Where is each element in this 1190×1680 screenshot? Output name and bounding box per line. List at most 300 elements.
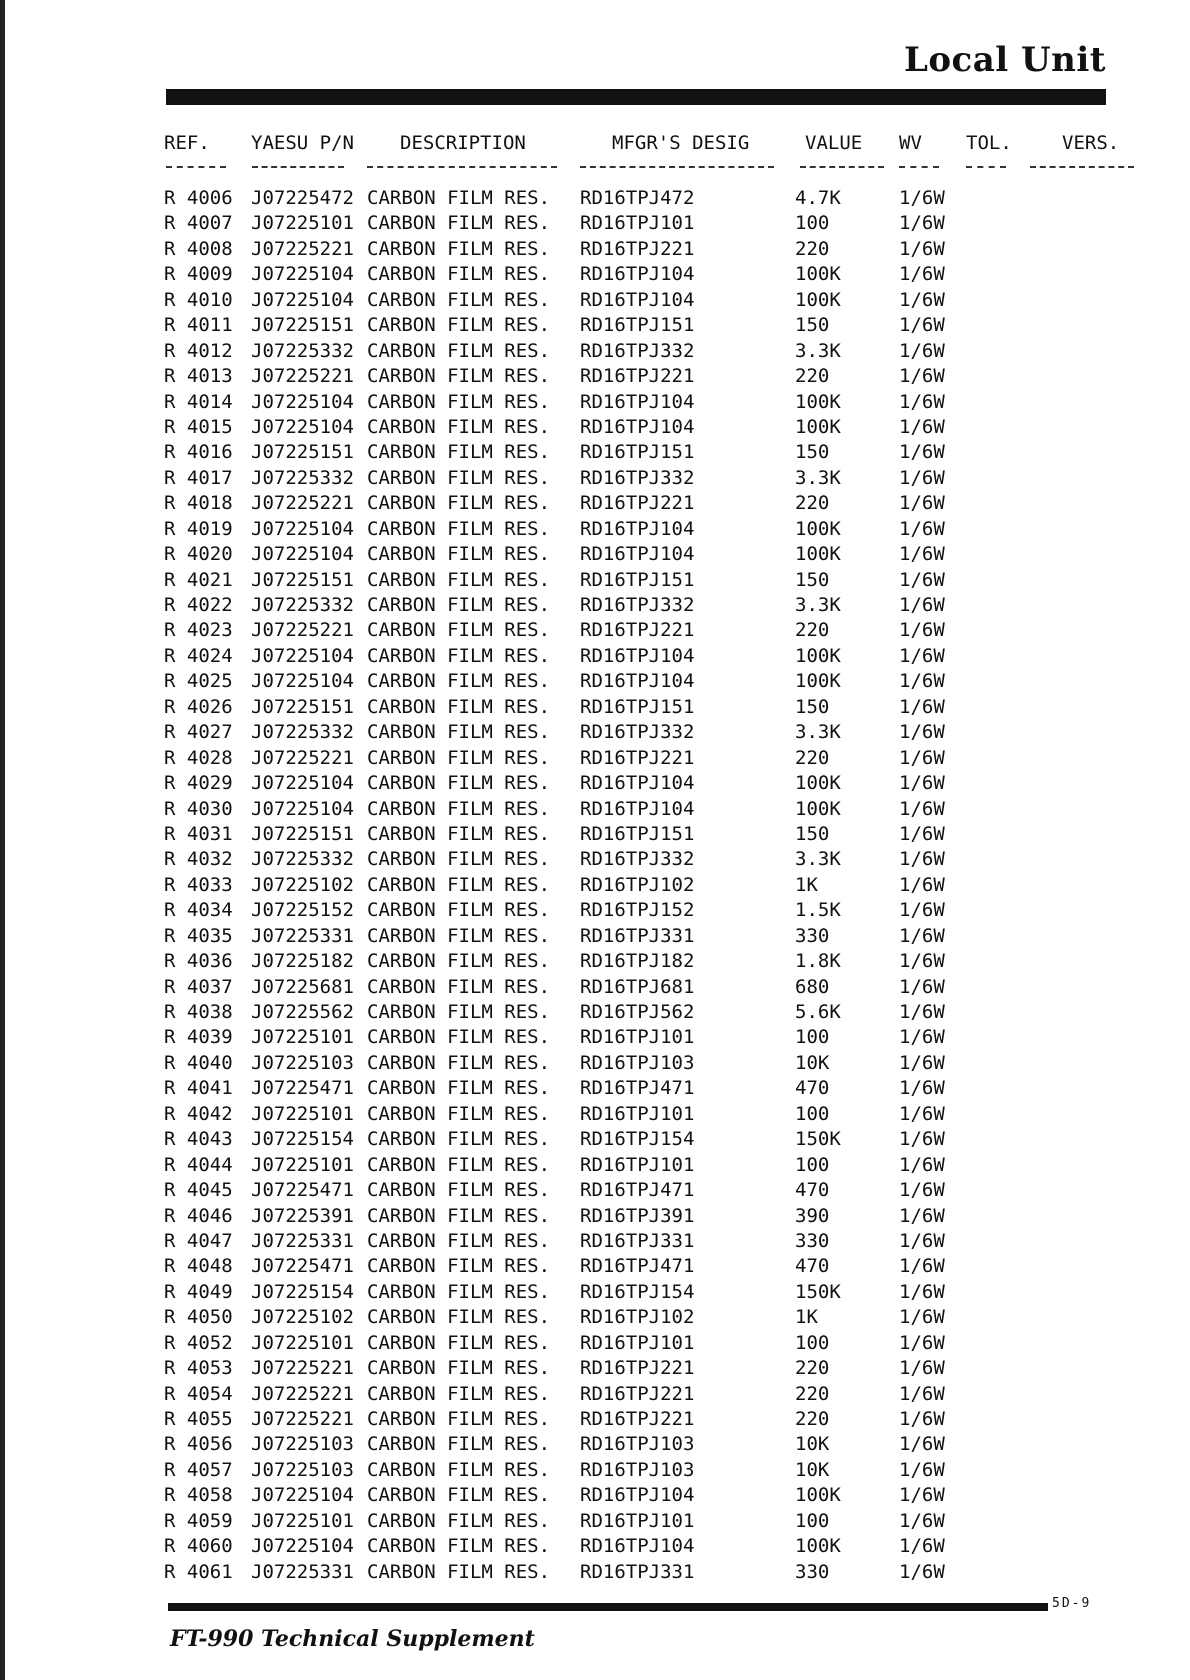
row-yaesu-pn: J07225681 xyxy=(251,975,354,998)
row-description: CARBON FILM RES. xyxy=(367,1255,551,1278)
row-mfgr-desig: RD16TPJ471 xyxy=(580,1255,695,1278)
row-yaesu-pn: J07225151 xyxy=(251,568,354,591)
row-ref: R 4021 xyxy=(164,568,233,591)
row-wv: 1/6W xyxy=(899,975,945,998)
row-wv: 1/6W xyxy=(899,1153,945,1176)
row-value: 100K xyxy=(795,263,841,286)
table-row xyxy=(0,924,1190,949)
row-wv: 1/6W xyxy=(899,1560,945,1583)
table-row xyxy=(0,1076,1190,1101)
row-description: CARBON FILM RES. xyxy=(367,772,551,795)
row-description: CARBON FILM RES. xyxy=(367,187,551,209)
row-mfgr-desig: RD16TPJ221 xyxy=(580,619,695,642)
row-mfgr-desig: RD16TPJ104 xyxy=(580,1535,695,1558)
table-row xyxy=(0,364,1190,389)
table-row xyxy=(0,669,1190,694)
row-mfgr-desig: RD16TPJ102 xyxy=(580,1306,695,1329)
row-yaesu-pn: J07225391 xyxy=(251,1204,354,1227)
row-value: 3.3K xyxy=(795,466,841,489)
row-mfgr-desig: RD16TPJ101 xyxy=(580,1331,695,1354)
row-mfgr-desig: RD16TPJ471 xyxy=(580,1179,695,1202)
row-description: CARBON FILM RES. xyxy=(367,1128,551,1151)
row-yaesu-pn: J07225332 xyxy=(251,594,354,616)
row-description: CARBON FILM RES. xyxy=(367,1433,551,1456)
row-ref: R 4031 xyxy=(164,822,233,845)
header-rule xyxy=(166,89,1106,105)
underline-vers xyxy=(1030,166,1134,168)
row-value: 390 xyxy=(795,1204,830,1227)
row-description: CARBON FILM RES. xyxy=(367,594,551,616)
row-description: CARBON FILM RES. xyxy=(367,975,551,998)
row-description: CARBON FILM RES. xyxy=(367,1229,551,1252)
row-yaesu-pn: J07225104 xyxy=(251,288,354,311)
row-description: CARBON FILM RES. xyxy=(367,1051,551,1074)
row-wv: 1/6W xyxy=(899,721,945,744)
row-mfgr-desig: RD16TPJ101 xyxy=(580,1153,695,1176)
row-value: 470 xyxy=(795,1255,830,1278)
row-value: 1K xyxy=(795,1306,818,1329)
row-wv: 1/6W xyxy=(899,1433,945,1456)
table-row xyxy=(0,262,1190,287)
row-ref: R 4010 xyxy=(164,288,233,311)
row-value: 100K xyxy=(795,1535,841,1558)
row-yaesu-pn: J07225151 xyxy=(251,441,354,464)
row-value: 10K xyxy=(795,1051,830,1074)
row-wv: 1/6W xyxy=(899,899,945,922)
table-row xyxy=(0,1483,1190,1508)
row-yaesu-pn: J07225151 xyxy=(251,695,354,718)
row-wv: 1/6W xyxy=(899,1077,945,1100)
row-ref: R 4037 xyxy=(164,975,233,998)
row-ref: R 4058 xyxy=(164,1484,233,1507)
table-row xyxy=(0,1229,1190,1254)
row-yaesu-pn: J07225151 xyxy=(251,822,354,845)
row-yaesu-pn: J07225101 xyxy=(251,1102,354,1125)
row-description: CARBON FILM RES. xyxy=(367,1331,551,1354)
row-description: CARBON FILM RES. xyxy=(367,1484,551,1507)
row-description: CARBON FILM RES. xyxy=(367,670,551,693)
row-description: CARBON FILM RES. xyxy=(367,339,551,362)
row-description: CARBON FILM RES. xyxy=(367,314,551,337)
row-description: CARBON FILM RES. xyxy=(367,695,551,718)
row-value: 470 xyxy=(795,1077,830,1100)
row-yaesu-pn: J07225102 xyxy=(251,1306,354,1329)
table-row xyxy=(0,1432,1190,1457)
row-ref: R 4019 xyxy=(164,517,233,540)
row-yaesu-pn: J07225332 xyxy=(251,848,354,871)
page-title: Local Unit xyxy=(903,40,1106,80)
row-wv: 1/6W xyxy=(899,390,945,413)
underline-desc xyxy=(367,166,557,168)
row-mfgr-desig: RD16TPJ154 xyxy=(580,1128,695,1151)
row-mfgr-desig: RD16TPJ221 xyxy=(580,746,695,769)
row-mfgr-desig: RD16TPJ104 xyxy=(580,415,695,438)
row-ref: R 4029 xyxy=(164,772,233,795)
row-value: 100K xyxy=(795,415,841,438)
table-row xyxy=(0,1204,1190,1229)
row-yaesu-pn: J07225103 xyxy=(251,1051,354,1074)
row-description: CARBON FILM RES. xyxy=(367,1458,551,1481)
row-value: 330 xyxy=(795,924,830,947)
table-row xyxy=(0,873,1190,898)
row-mfgr-desig: RD16TPJ562 xyxy=(580,1001,695,1023)
row-yaesu-pn: J07225101 xyxy=(251,1331,354,1354)
row-wv: 1/6W xyxy=(899,314,945,337)
row-ref: R 4026 xyxy=(164,695,233,718)
row-wv: 1/6W xyxy=(899,1357,945,1380)
row-wv: 1/6W xyxy=(899,365,945,388)
row-description: CARBON FILM RES. xyxy=(367,1026,551,1049)
row-mfgr-desig: RD16TPJ101 xyxy=(580,1026,695,1049)
row-mfgr-desig: RD16TPJ332 xyxy=(580,848,695,871)
row-wv: 1/6W xyxy=(899,492,945,515)
row-mfgr-desig: RD16TPJ101 xyxy=(580,1102,695,1125)
row-ref: R 4030 xyxy=(164,797,233,820)
row-ref: R 4039 xyxy=(164,1026,233,1049)
row-ref: R 4048 xyxy=(164,1255,233,1278)
row-mfgr-desig: RD16TPJ221 xyxy=(580,1382,695,1405)
row-yaesu-pn: J07225104 xyxy=(251,390,354,413)
table-row xyxy=(0,288,1190,313)
row-mfgr-desig: RD16TPJ391 xyxy=(580,1204,695,1227)
row-wv: 1/6W xyxy=(899,441,945,464)
row-wv: 1/6W xyxy=(899,822,945,845)
row-value: 220 xyxy=(795,365,830,388)
row-wv: 1/6W xyxy=(899,1179,945,1202)
row-mfgr-desig: RD16TPJ104 xyxy=(580,517,695,540)
row-yaesu-pn: J07225154 xyxy=(251,1128,354,1151)
table-row xyxy=(0,593,1190,618)
row-description: CARBON FILM RES. xyxy=(367,899,551,922)
row-yaesu-pn: J07225221 xyxy=(251,1382,354,1405)
underline-ref xyxy=(166,166,226,168)
row-wv: 1/6W xyxy=(899,288,945,311)
row-mfgr-desig: RD16TPJ332 xyxy=(580,594,695,616)
row-wv: 1/6W xyxy=(899,950,945,973)
row-yaesu-pn: J07225332 xyxy=(251,466,354,489)
underline-pn xyxy=(252,166,344,168)
row-value: 150 xyxy=(795,822,830,845)
row-wv: 1/6W xyxy=(899,1484,945,1507)
row-description: CARBON FILM RES. xyxy=(367,1357,551,1380)
row-wv: 1/6W xyxy=(899,873,945,896)
row-description: CARBON FILM RES. xyxy=(367,873,551,896)
row-value: 100K xyxy=(795,670,841,693)
header-vers: VERS. xyxy=(1062,132,1120,154)
row-wv: 1/6W xyxy=(899,212,945,235)
row-mfgr-desig: RD16TPJ472 xyxy=(580,187,695,209)
row-wv: 1/6W xyxy=(899,466,945,489)
header-wv: WV xyxy=(899,132,922,154)
row-mfgr-desig: RD16TPJ182 xyxy=(580,950,695,973)
row-value: 100 xyxy=(795,1331,830,1354)
row-ref: R 4052 xyxy=(164,1331,233,1354)
row-description: CARBON FILM RES. xyxy=(367,365,551,388)
underline-tol xyxy=(966,166,1006,168)
row-ref: R 4006 xyxy=(164,187,233,209)
row-mfgr-desig: RD16TPJ221 xyxy=(580,492,695,515)
row-description: CARBON FILM RES. xyxy=(367,1535,551,1558)
row-description: CARBON FILM RES. xyxy=(367,1001,551,1023)
row-yaesu-pn: J07225151 xyxy=(251,314,354,337)
row-value: 100 xyxy=(795,1026,830,1049)
row-ref: R 4045 xyxy=(164,1179,233,1202)
underline-value xyxy=(800,166,884,168)
row-mfgr-desig: RD16TPJ332 xyxy=(580,721,695,744)
table-row xyxy=(0,822,1190,847)
table-row xyxy=(0,797,1190,822)
row-mfgr-desig: RD16TPJ331 xyxy=(580,924,695,947)
row-value: 100K xyxy=(795,797,841,820)
row-wv: 1/6W xyxy=(899,1102,945,1125)
table-row xyxy=(0,237,1190,262)
row-wv: 1/6W xyxy=(899,568,945,591)
row-value: 220 xyxy=(795,1357,830,1380)
row-yaesu-pn: J07225101 xyxy=(251,1509,354,1532)
row-wv: 1/6W xyxy=(899,746,945,769)
row-ref: R 4024 xyxy=(164,644,233,667)
row-mfgr-desig: RD16TPJ104 xyxy=(580,644,695,667)
page-number: 5D-9 xyxy=(1052,1596,1092,1611)
row-mfgr-desig: RD16TPJ331 xyxy=(580,1560,695,1583)
row-wv: 1/6W xyxy=(899,1026,945,1049)
row-value: 3.3K xyxy=(795,721,841,744)
row-yaesu-pn: J07225102 xyxy=(251,873,354,896)
row-wv: 1/6W xyxy=(899,1382,945,1405)
row-description: CARBON FILM RES. xyxy=(367,415,551,438)
row-value: 150K xyxy=(795,1128,841,1151)
row-mfgr-desig: RD16TPJ104 xyxy=(580,797,695,820)
row-mfgr-desig: RD16TPJ103 xyxy=(580,1051,695,1074)
row-yaesu-pn: J07225104 xyxy=(251,1535,354,1558)
row-ref: R 4009 xyxy=(164,263,233,286)
row-value: 100 xyxy=(795,1153,830,1176)
row-yaesu-pn: J07225472 xyxy=(251,187,354,209)
row-description: CARBON FILM RES. xyxy=(367,441,551,464)
row-mfgr-desig: RD16TPJ154 xyxy=(580,1280,695,1303)
row-ref: R 4011 xyxy=(164,314,233,337)
row-yaesu-pn: J07225221 xyxy=(251,365,354,388)
row-value: 10K xyxy=(795,1458,830,1481)
row-yaesu-pn: J07225104 xyxy=(251,644,354,667)
footer-title: FT-990 Technical Supplement xyxy=(170,1626,535,1652)
table-row xyxy=(0,1356,1190,1381)
table-row xyxy=(0,1025,1190,1050)
row-ref: R 4046 xyxy=(164,1204,233,1227)
row-wv: 1/6W xyxy=(899,1458,945,1481)
row-value: 10K xyxy=(795,1433,830,1456)
row-wv: 1/6W xyxy=(899,797,945,820)
row-yaesu-pn: J07225221 xyxy=(251,619,354,642)
row-mfgr-desig: RD16TPJ104 xyxy=(580,670,695,693)
row-value: 220 xyxy=(795,237,830,260)
table-row xyxy=(0,1560,1190,1585)
table-row xyxy=(0,1305,1190,1330)
row-ref: R 4043 xyxy=(164,1128,233,1151)
table-row xyxy=(0,847,1190,872)
row-ref: R 4025 xyxy=(164,670,233,693)
table-row xyxy=(0,1331,1190,1356)
row-value: 1.8K xyxy=(795,950,841,973)
row-description: CARBON FILM RES. xyxy=(367,263,551,286)
table-row xyxy=(0,1280,1190,1305)
row-description: CARBON FILM RES. xyxy=(367,1280,551,1303)
row-wv: 1/6W xyxy=(899,1331,945,1354)
row-ref: R 4038 xyxy=(164,1001,233,1023)
row-ref: R 4020 xyxy=(164,543,233,566)
row-ref: R 4012 xyxy=(164,339,233,362)
row-mfgr-desig: RD16TPJ151 xyxy=(580,441,695,464)
row-description: CARBON FILM RES. xyxy=(367,1509,551,1532)
table-row xyxy=(0,517,1190,542)
table-row xyxy=(0,695,1190,720)
row-wv: 1/6W xyxy=(899,1001,945,1023)
row-ref: R 4023 xyxy=(164,619,233,642)
row-value: 1K xyxy=(795,873,818,896)
row-mfgr-desig: RD16TPJ101 xyxy=(580,212,695,235)
row-description: CARBON FILM RES. xyxy=(367,1077,551,1100)
row-description: CARBON FILM RES. xyxy=(367,543,551,566)
row-mfgr-desig: RD16TPJ104 xyxy=(580,288,695,311)
row-ref: R 4056 xyxy=(164,1433,233,1456)
row-mfgr-desig: RD16TPJ104 xyxy=(580,543,695,566)
row-ref: R 4008 xyxy=(164,237,233,260)
row-value: 150 xyxy=(795,695,830,718)
table-row xyxy=(0,720,1190,745)
header-tol: TOL. xyxy=(966,132,1012,154)
row-value: 150 xyxy=(795,568,830,591)
header-mfgr-desig: MFGR'S DESIG xyxy=(612,132,750,154)
row-ref: R 4032 xyxy=(164,848,233,871)
row-yaesu-pn: J07225104 xyxy=(251,517,354,540)
table-row xyxy=(0,1153,1190,1178)
row-yaesu-pn: J07225104 xyxy=(251,797,354,820)
row-mfgr-desig: RD16TPJ152 xyxy=(580,899,695,922)
row-description: CARBON FILM RES. xyxy=(367,848,551,871)
row-wv: 1/6W xyxy=(899,695,945,718)
table-row xyxy=(0,491,1190,516)
table-row xyxy=(0,1407,1190,1432)
row-description: CARBON FILM RES. xyxy=(367,619,551,642)
row-ref: R 4040 xyxy=(164,1051,233,1074)
row-mfgr-desig: RD16TPJ221 xyxy=(580,1357,695,1380)
row-yaesu-pn: J07225332 xyxy=(251,721,354,744)
row-value: 3.3K xyxy=(795,339,841,362)
row-value: 220 xyxy=(795,746,830,769)
row-value: 100K xyxy=(795,772,841,795)
row-description: CARBON FILM RES. xyxy=(367,721,551,744)
row-yaesu-pn: J07225562 xyxy=(251,1001,354,1023)
row-value: 100K xyxy=(795,390,841,413)
row-yaesu-pn: J07225103 xyxy=(251,1433,354,1456)
table-row xyxy=(0,186,1190,211)
table-row xyxy=(0,415,1190,440)
table-row xyxy=(0,1051,1190,1076)
row-ref: R 4036 xyxy=(164,950,233,973)
row-value: 150 xyxy=(795,441,830,464)
row-ref: R 4015 xyxy=(164,415,233,438)
row-wv: 1/6W xyxy=(899,415,945,438)
row-ref: R 4047 xyxy=(164,1229,233,1252)
table-row xyxy=(0,339,1190,364)
row-ref: R 4014 xyxy=(164,390,233,413)
row-wv: 1/6W xyxy=(899,517,945,540)
row-mfgr-desig: RD16TPJ103 xyxy=(580,1458,695,1481)
row-wv: 1/6W xyxy=(899,619,945,642)
row-yaesu-pn: J07225101 xyxy=(251,1153,354,1176)
row-description: CARBON FILM RES. xyxy=(367,288,551,311)
table-row xyxy=(0,466,1190,491)
row-ref: R 4053 xyxy=(164,1357,233,1380)
row-mfgr-desig: RD16TPJ331 xyxy=(580,1229,695,1252)
row-yaesu-pn: J07225101 xyxy=(251,1026,354,1049)
row-wv: 1/6W xyxy=(899,1051,945,1074)
parts-table xyxy=(0,186,1190,1585)
row-mfgr-desig: RD16TPJ104 xyxy=(580,772,695,795)
row-ref: R 4059 xyxy=(164,1509,233,1532)
row-yaesu-pn: J07225471 xyxy=(251,1179,354,1202)
table-row xyxy=(0,390,1190,415)
row-description: CARBON FILM RES. xyxy=(367,644,551,667)
row-wv: 1/6W xyxy=(899,772,945,795)
row-yaesu-pn: J07225182 xyxy=(251,950,354,973)
row-ref: R 4028 xyxy=(164,746,233,769)
row-mfgr-desig: RD16TPJ151 xyxy=(580,822,695,845)
row-description: CARBON FILM RES. xyxy=(367,466,551,489)
row-value: 100K xyxy=(795,1484,841,1507)
row-yaesu-pn: J07225104 xyxy=(251,415,354,438)
row-mfgr-desig: RD16TPJ151 xyxy=(580,568,695,591)
row-value: 3.3K xyxy=(795,848,841,871)
row-value: 150K xyxy=(795,1280,841,1303)
row-description: CARBON FILM RES. xyxy=(367,1408,551,1430)
row-value: 100 xyxy=(795,1102,830,1125)
row-mfgr-desig: RD16TPJ332 xyxy=(580,339,695,362)
table-row xyxy=(0,1178,1190,1203)
table-row xyxy=(0,975,1190,1000)
row-mfgr-desig: RD16TPJ101 xyxy=(580,1509,695,1532)
row-value: 5.6K xyxy=(795,1001,841,1023)
row-wv: 1/6W xyxy=(899,1509,945,1532)
row-description: CARBON FILM RES. xyxy=(367,492,551,515)
table-header xyxy=(0,132,1190,162)
row-yaesu-pn: J07225331 xyxy=(251,1560,354,1583)
row-mfgr-desig: RD16TPJ103 xyxy=(580,1433,695,1456)
table-row xyxy=(0,771,1190,796)
row-yaesu-pn: J07225104 xyxy=(251,543,354,566)
row-value: 100K xyxy=(795,644,841,667)
row-value: 220 xyxy=(795,1408,830,1430)
header-underlines xyxy=(0,160,1190,174)
row-yaesu-pn: J07225101 xyxy=(251,212,354,235)
row-yaesu-pn: J07225332 xyxy=(251,339,354,362)
row-description: CARBON FILM RES. xyxy=(367,568,551,591)
row-wv: 1/6W xyxy=(899,339,945,362)
row-mfgr-desig: RD16TPJ681 xyxy=(580,975,695,998)
row-value: 100 xyxy=(795,212,830,235)
row-value: 100K xyxy=(795,517,841,540)
row-yaesu-pn: J07225221 xyxy=(251,237,354,260)
row-ref: R 4055 xyxy=(164,1408,233,1430)
row-value: 220 xyxy=(795,619,830,642)
table-row xyxy=(0,1458,1190,1483)
row-value: 330 xyxy=(795,1560,830,1583)
row-description: CARBON FILM RES. xyxy=(367,237,551,260)
row-ref: R 4060 xyxy=(164,1535,233,1558)
row-description: CARBON FILM RES. xyxy=(367,797,551,820)
row-description: CARBON FILM RES. xyxy=(367,1306,551,1329)
row-wv: 1/6W xyxy=(899,1408,945,1430)
